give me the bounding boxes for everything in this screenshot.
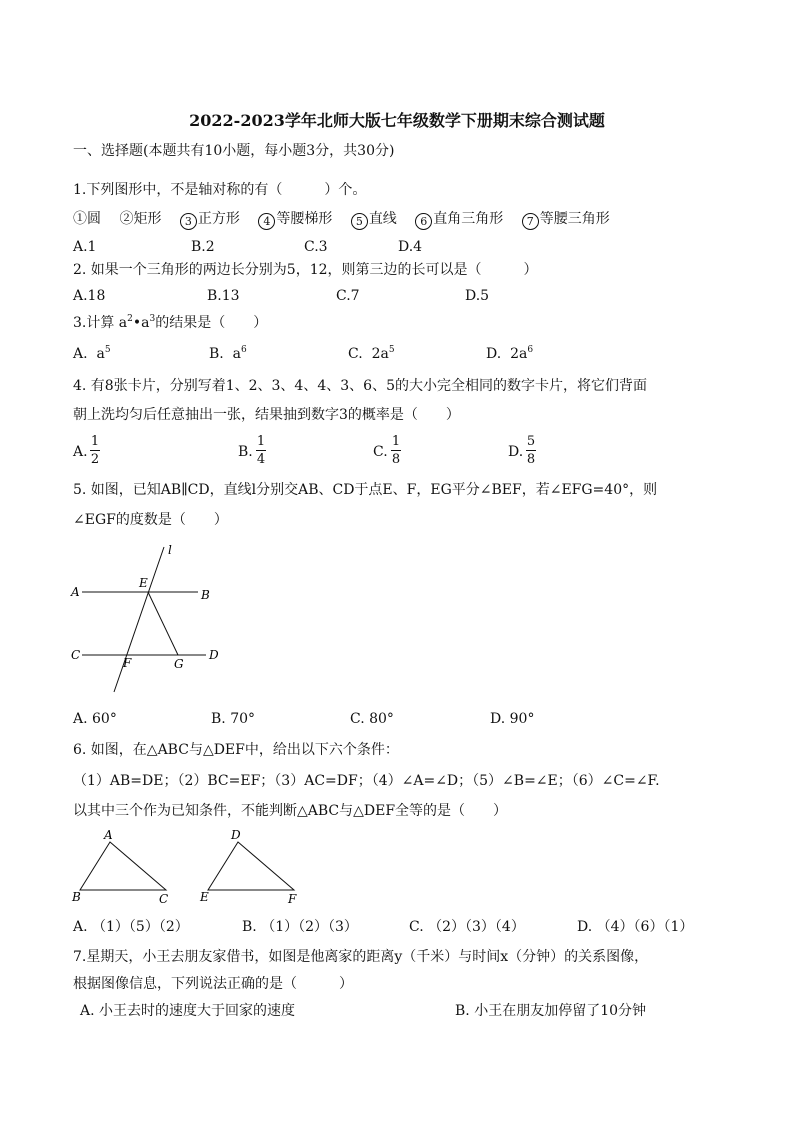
q1-items [73,210,610,230]
q1-item: 7 等腰三角形 [522,211,610,227]
q2-option-a: A.18 [73,288,106,304]
q3-option-c: C. $2a^5$ [348,345,395,362]
label-g: G [174,657,184,671]
q4-option-d-label: D. [508,444,524,460]
q6-option-a: A. （1）（5）（2） [73,919,189,935]
q6-stem-line3: 以其中三个作为已知条件，不能判断△ABC与△DEF全等的是（ ） [73,803,508,819]
q6-stem-line1: 6. 如图，在△ABC与△DEF中，给出以下六个条件： [73,742,399,758]
q1-item: 4 等腰梯形 [258,211,332,227]
label-e: E [139,576,148,590]
q1-item: ①圆 [73,211,101,227]
q1-stem: 1.下列图形中，不是轴对称的有（ ）个。 [73,182,367,198]
q5-figure [66,540,226,695]
page-title: 2022-2023学年北师大版七年级数学下册期末综合测试题 [189,111,605,130]
q5-option-a: A. 60° [73,711,117,727]
q1-item: 3 正方形 [180,211,240,227]
q5-option-b: B. 70° [211,711,256,727]
segment-eg [148,592,178,655]
triangle-abc [80,842,166,890]
q1-option-b: B.2 [191,239,215,255]
q2-option-b: B.13 [207,288,240,304]
q6-option-d: D. （4）（6）（1） [577,919,694,935]
q5-option-c: C. 80° [350,711,394,727]
q3-stem: 3.计算 $a^2•a^3$的结果是（ ） [73,314,268,331]
q4-option-a-label: A. [73,444,88,460]
q7-stem-line2: 根据图像信息，下列说法正确的是（ ） [73,976,353,992]
q4-stem-line1: 4. 有8张卡片，分别写着1、2、3、4、4、3、6、5的大小完全相同的数字卡片，将它们背面 [73,378,647,394]
triangle-def [208,842,294,890]
label-b: B [72,890,81,904]
q4-option-a-fraction: 1 2 [90,434,100,467]
label-l: l [168,543,172,557]
q4-option-c-label: C. [373,444,388,460]
q7-option-b: B. 小王在朋友加停留了10分钟 [455,1003,647,1019]
q6-option-b: B. （1）（2）（3） [242,919,358,935]
q2-option-d: D.5 [465,288,490,304]
section-heading: 一、选择题(本题共有10小题，每小题3分，共30分) [73,143,395,159]
label-c: C [71,648,81,662]
q3-option-d: D. $2a^6$ [486,345,534,362]
q1-item: 5 直线 [351,211,397,227]
q1-item: 6 直角三角形 [415,211,503,227]
label-a: A [71,585,80,599]
label-c: C [159,892,169,906]
label-d: D [231,828,241,842]
q5-option-d: D. 90° [490,711,535,727]
q4-stem-line2: 朝上洗均匀后任意抽出一张，结果抽到数字3的概率是（ ） [73,407,460,423]
q3-option-b: B. $a^6$ [209,345,247,362]
q1-option-a: A.1 [73,239,97,255]
label-b: B [201,588,210,602]
label-f: F [123,656,132,670]
q1-item: ②矩形 [119,211,162,227]
q5-stem-line1: 5. 如图，已知AB∥CD，直线l分别交AB、CD于点E、F，EG平分∠BEF，若∠EFG=40°，则 [73,482,658,498]
q4-option-d-fraction: 5 8 [526,434,536,467]
label-f: F [288,892,297,906]
q4-option-b-label: B. [238,444,253,460]
q3-option-a: A. $a^5$ [73,345,111,362]
q4-option-b-fraction: 1 4 [256,434,266,467]
q1-option-d: D.4 [398,239,423,255]
q7-option-a: A. 小王去时的速度大于回家的速度 [80,1003,296,1019]
q6-option-c: C. （2）（3）（4） [409,919,525,935]
q4-option-c-fraction: 1 8 [391,434,401,467]
label-a: A [104,828,113,842]
label-e: E [200,890,209,904]
label-d: D [209,648,219,662]
q6-figure [68,828,308,908]
q7-stem-line1: 7.星期天，小王去朋友家借书，如图是他离家的距离y（千米）与时间x（分钟）的关系图像， [73,949,649,965]
q1-option-c: C.3 [304,239,328,255]
line-l [114,547,164,692]
q2-option-c: C.7 [336,288,360,304]
q6-conditions: （1）AB=DE；（2）BC=EF；（3）AC=DF；（4）∠A=∠D；（5）∠B=∠E；（6）∠C=∠F. [73,773,660,789]
q2-stem: 2. 如果一个三角形的两边长分别为5，12，则第三边的长可以是（ ） [73,262,538,278]
q5-stem-line2: ∠EGF的度数是（ ） [73,512,228,528]
